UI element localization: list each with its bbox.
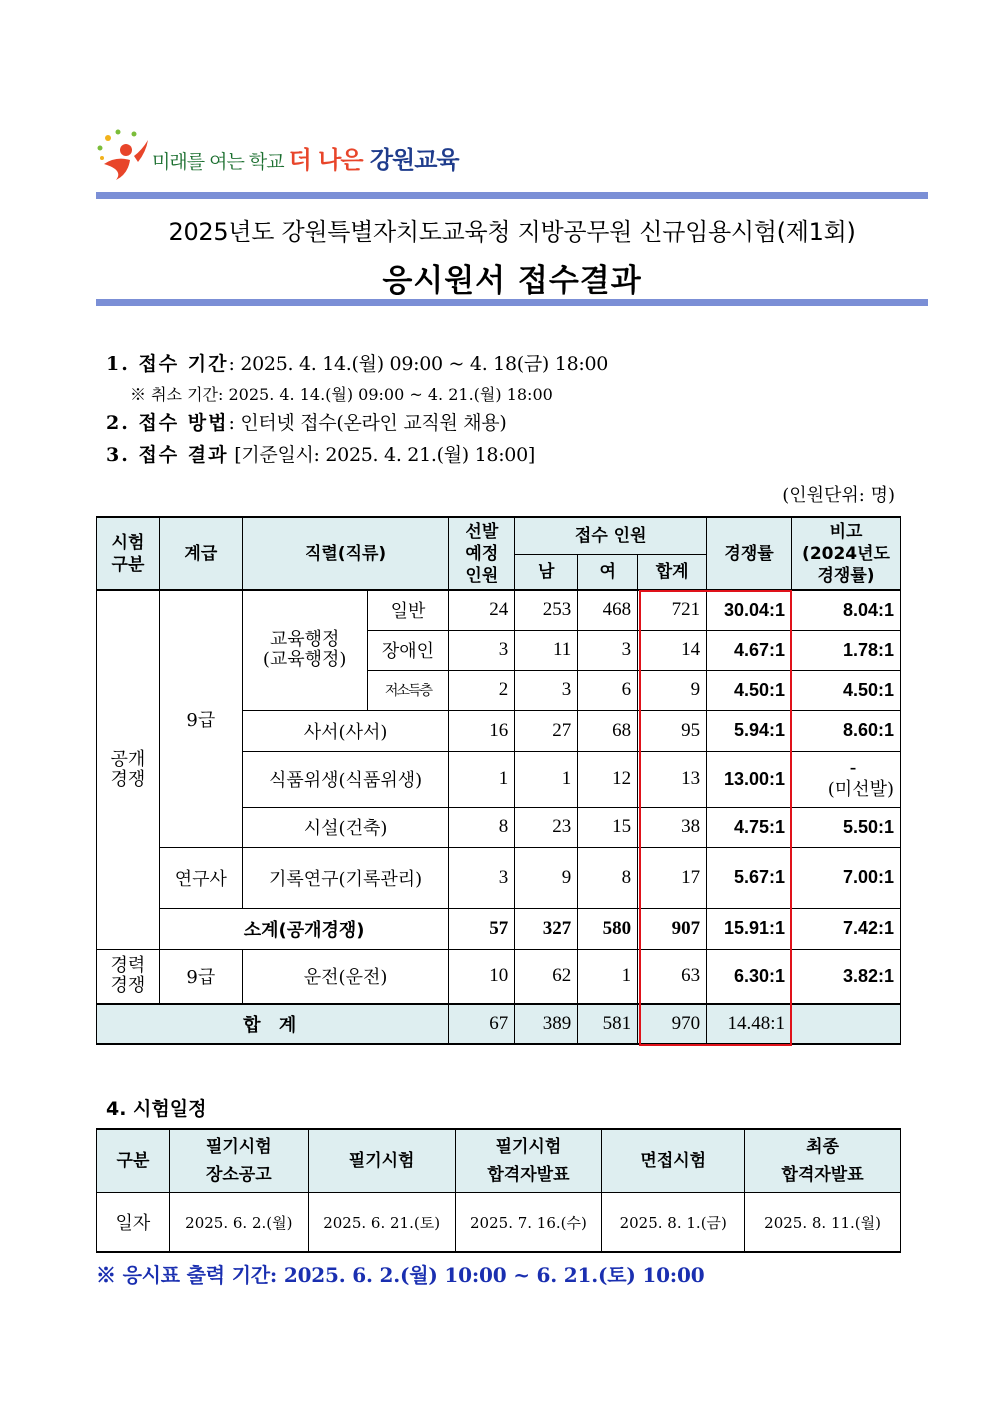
schedule-cell: 일자 [97, 1193, 170, 1253]
position-cell: 일반 [367, 590, 449, 630]
prev-rate-cell: 4.50:1 [792, 670, 901, 710]
item3 [106, 440, 535, 467]
female-cell: 12 [578, 751, 638, 807]
female-cell: 3 [578, 630, 638, 670]
female-cell: 1 [578, 949, 638, 1004]
header-grade: 계급 [159, 517, 242, 590]
grade9-label: 9급 [159, 590, 242, 847]
rate-cell: 5.94:1 [707, 710, 792, 751]
male-cell: 23 [515, 807, 578, 847]
header-male: 남 [515, 554, 578, 590]
rate-cell: 4.67:1 [707, 630, 792, 670]
item1-note: ※ 취소 기간: 2025. 4. 14.(월) 09:00 ~ 4. 21.(월) 18:00 [130, 385, 553, 404]
rate-cell: 4.50:1 [707, 670, 792, 710]
grand-total-prev-rate [792, 1004, 901, 1044]
item2-label: 2. 접수 방법 [106, 412, 229, 434]
edu-admin-label: 교육행정 (교육행정) [242, 590, 367, 710]
unit-note: (인원단위: 명) [782, 485, 895, 506]
prev-rate-cell [792, 751, 901, 807]
position-cell: 저소득층 [367, 670, 449, 710]
table-row [97, 590, 901, 630]
grand-total-total: 970 [638, 1004, 707, 1044]
planned-cell: 24 [449, 590, 515, 630]
schedule-title: 4. 시험일정 [106, 1098, 207, 1120]
grand-total-planned: 67 [449, 1004, 515, 1044]
schedule-table [96, 1128, 901, 1253]
planned-cell: 1 [449, 751, 515, 807]
subtotal-total: 907 [638, 908, 707, 949]
male-cell: 62 [515, 949, 578, 1004]
prev-rate-dash: - [849, 757, 857, 778]
top-divider [96, 192, 928, 199]
career-competition-label: 경력 경쟁 [97, 949, 160, 1004]
female-cell: 6 [578, 670, 638, 710]
schedule-header: 최종 합격자발표 [745, 1129, 901, 1193]
item3-label: 3. 접수 결과 [106, 444, 229, 466]
grand-total-label: 합 계 [97, 1004, 449, 1044]
header-position: 직렬(직류) [242, 517, 449, 590]
total-cell: 95 [638, 710, 707, 751]
logo-slogan: 미래를 여는 학교 더 나은 강원교육 [152, 146, 459, 174]
researcher-label: 연구사 [159, 847, 242, 908]
schedule-cell: 2025. 6. 21.(토) [308, 1193, 455, 1253]
title-line2: 응시원서 접수결과 [382, 263, 642, 299]
female-cell: 68 [578, 710, 638, 751]
planned-cell: 2 [449, 670, 515, 710]
schedule-cell: 2025. 6. 2.(월) [169, 1193, 308, 1253]
total-cell: 13 [638, 751, 707, 807]
subtotal-male: 327 [515, 908, 578, 949]
total-cell: 63 [638, 949, 707, 1004]
subtotal-female: 580 [578, 908, 638, 949]
print-period-note: ※ 응시표 출력 기간: 2025. 6. 2.(월) 10:00 ~ 6. 21.(토) 10:00 [96, 1263, 705, 1287]
item1-label: 1. 접수 기간 [106, 353, 229, 375]
subtotal-row [97, 908, 901, 949]
total-cell: 17 [638, 847, 707, 908]
results-table [96, 516, 901, 1045]
planned-cell: 8 [449, 807, 515, 847]
total-cell: 721 [638, 590, 707, 630]
schedule-cell: 2025. 8. 11.(월) [745, 1193, 901, 1253]
item3-value: [기준일시: 2025. 4. 21.(월) 18:00] [228, 444, 535, 466]
open-competition-label: 공개 경쟁 [97, 590, 160, 949]
male-cell: 253 [515, 590, 578, 630]
header-planned: 선발 예정 인원 [449, 517, 515, 590]
bottom-divider [96, 299, 928, 306]
logo-brand-part1: 더 나은 [288, 146, 370, 174]
male-cell: 9 [515, 847, 578, 908]
grand-total-row [97, 1004, 901, 1044]
item1-value: : 2025. 4. 14.(월) 09:00 ~ 4. 18(금) 18:00 [228, 353, 609, 375]
position-cell: 사서(사서) [242, 710, 449, 751]
grand-total-male: 389 [515, 1004, 578, 1044]
header-note: 비고 (2024년도 경쟁률) [792, 517, 901, 590]
subtotal-planned: 57 [449, 908, 515, 949]
total-cell: 38 [638, 807, 707, 847]
table-row [97, 847, 901, 908]
total-cell: 14 [638, 630, 707, 670]
subtotal-prev-rate: 7.42:1 [792, 908, 901, 949]
position-cell: 장애인 [367, 630, 449, 670]
prev-rate-cell: 8.60:1 [792, 710, 901, 751]
rate-cell: 5.67:1 [707, 847, 792, 908]
prev-rate-cell: 7.00:1 [792, 847, 901, 908]
prev-rate-cell: 1.78:1 [792, 630, 901, 670]
logo-brand-part2: 강원교육 [369, 146, 459, 174]
title-line1: 2025년도 강원특별자치도교육청 지방공무원 신규임용시험(제1회) [168, 218, 856, 246]
prev-rate-note: (미선발) [827, 779, 894, 800]
rate-cell: 30.04:1 [707, 590, 792, 630]
header-applicants: 접수 인원 [515, 517, 707, 554]
planned-cell: 3 [449, 847, 515, 908]
career-grade-label: 9급 [159, 949, 242, 1004]
planned-cell: 3 [449, 630, 515, 670]
header-division: 시험 구분 [97, 517, 160, 590]
male-cell: 3 [515, 670, 578, 710]
rate-cell: 4.75:1 [707, 807, 792, 847]
schedule-header: 면접시험 [602, 1129, 745, 1193]
position-cell: 운전(운전) [242, 949, 449, 1004]
position-cell: 식품위생(식품위생) [242, 751, 449, 807]
planned-cell: 16 [449, 710, 515, 751]
header-rate: 경쟁률 [707, 517, 792, 590]
rate-cell: 6.30:1 [707, 949, 792, 1004]
item1 [106, 349, 608, 376]
subtotal-label: 소계(공개경쟁) [159, 908, 449, 949]
logo-person-icon [94, 126, 154, 184]
schedule-header: 필기시험 합격자발표 [455, 1129, 602, 1193]
prev-rate-cell: 5.50:1 [792, 807, 901, 847]
grand-total-female: 581 [578, 1004, 638, 1044]
schedule-header: 구분 [97, 1129, 170, 1193]
logo [94, 126, 514, 184]
male-cell: 1 [515, 751, 578, 807]
subtotal-rate: 15.91:1 [707, 908, 792, 949]
position-cell: 기록연구(기록관리) [242, 847, 449, 908]
male-cell: 11 [515, 630, 578, 670]
rate-cell: 13.00:1 [707, 751, 792, 807]
female-cell: 15 [578, 807, 638, 847]
schedule-cell: 2025. 7. 16.(수) [455, 1193, 602, 1253]
prev-rate-cell: 3.82:1 [792, 949, 901, 1004]
item2-value: : 인터넷 접수(온라인 교직원 채용) [228, 412, 507, 434]
planned-cell: 10 [449, 949, 515, 1004]
prev-rate-cell: 8.04:1 [792, 590, 901, 630]
header-sum: 합계 [638, 554, 707, 590]
schedule-header: 필기시험 장소공고 [169, 1129, 308, 1193]
male-cell: 27 [515, 710, 578, 751]
female-cell: 468 [578, 590, 638, 630]
item2 [106, 408, 506, 435]
grand-total-rate: 14.48:1 [707, 1004, 792, 1044]
schedule-header-row [97, 1129, 901, 1193]
total-cell: 9 [638, 670, 707, 710]
female-cell: 8 [578, 847, 638, 908]
schedule-header: 필기시험 [308, 1129, 455, 1193]
schedule-cell: 2025. 8. 1.(금) [602, 1193, 745, 1253]
position-cell: 시설(건축) [242, 807, 449, 847]
header-female: 여 [578, 554, 638, 590]
career-row [97, 949, 901, 1004]
schedule-date-row [97, 1193, 901, 1253]
